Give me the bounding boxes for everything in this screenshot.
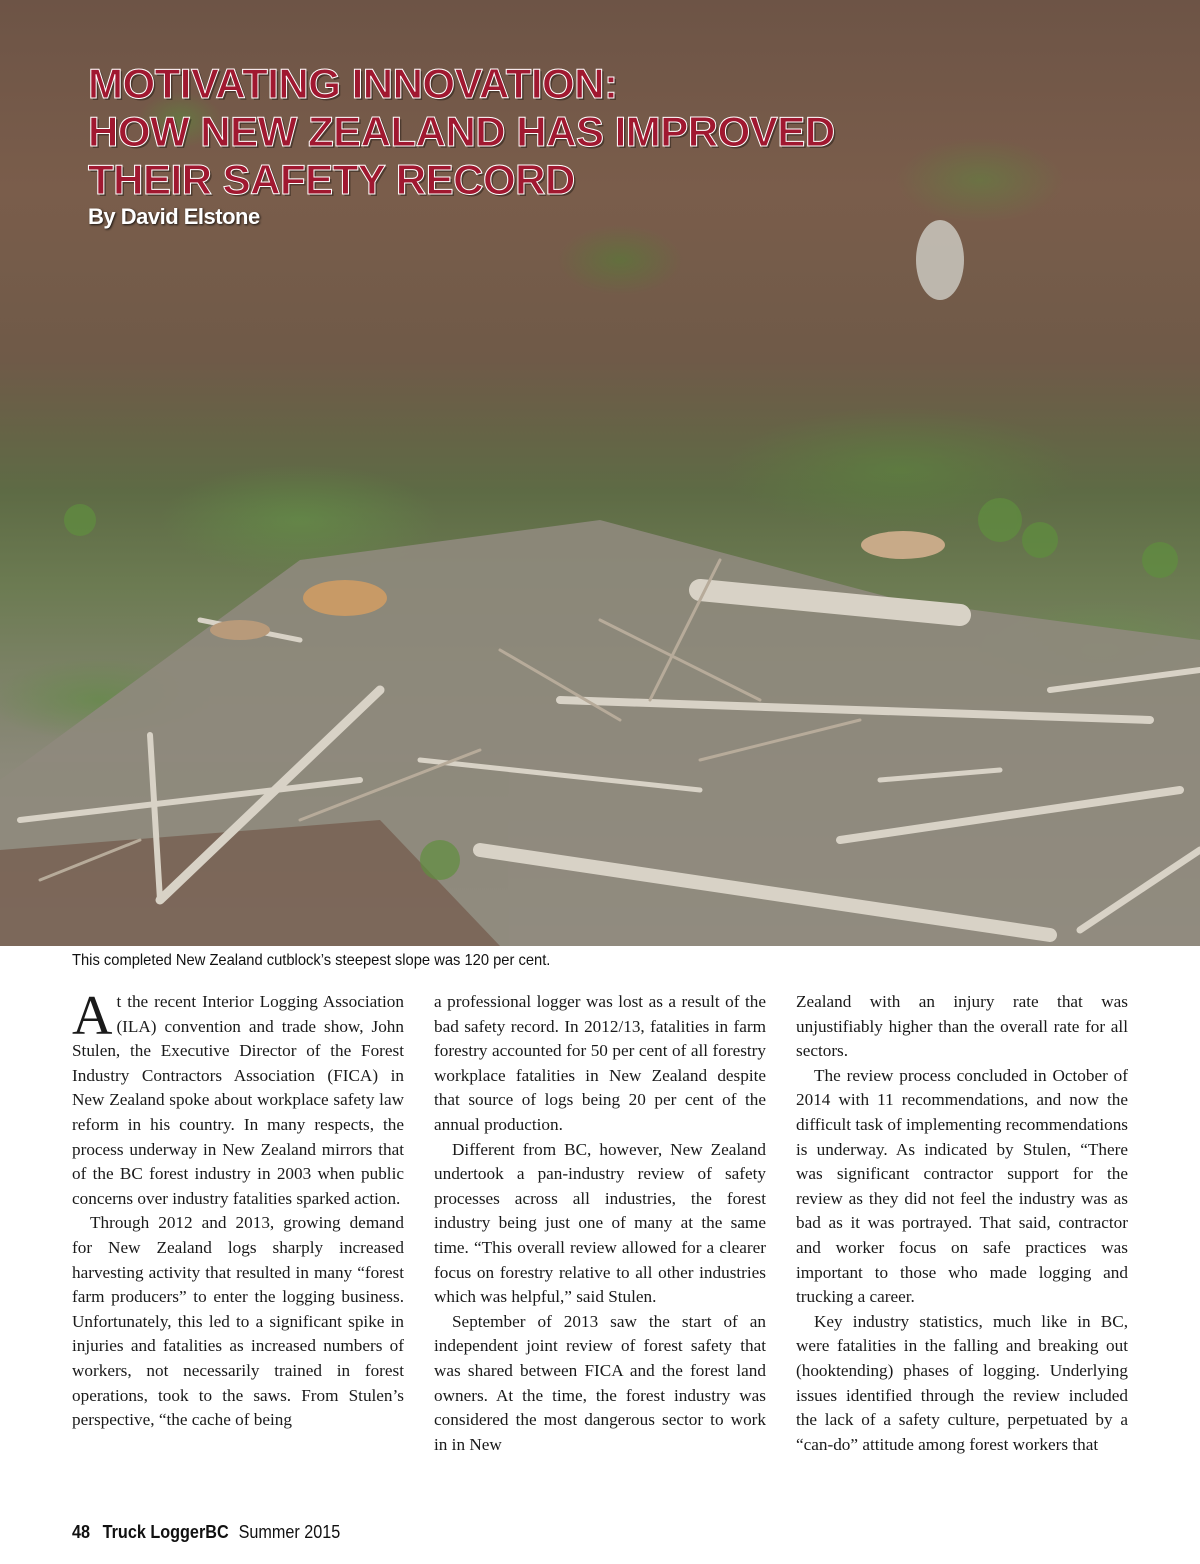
- paragraph: Key industry statistics, much like in BC, were fatalities in the falling and breaking out (hooktending) phases of logging. Underlying issues identified through the review included the lack of a safety culture, perpetuated by a “can-do” attitude among forest workers that: [796, 1311, 1128, 1454]
- page-footer: [72, 1522, 340, 1543]
- title-line-3: THEIR SAFETY RECORD: [88, 156, 575, 203]
- photo-caption: This completed New Zealand cutblock’s steepest slope was 120 per cent.: [72, 952, 551, 969]
- column-3: [796, 990, 1128, 1502]
- paragraph: Through 2012 and 2013, growing demand for New Zealand logs sharply increased harvesting activity that resulted in many “forest farm producers” to enter the logging business. Unfortunately, this led to a significant spike in injuries and fatalities as increased numbers of workers, not necessarily trained in forest operations, took to the saws. From Stulen’s perspective, “the cache of being: [72, 1213, 404, 1430]
- article-title: [88, 60, 835, 230]
- drop-cap: A: [72, 985, 113, 1047]
- byline: By David Elstone: [88, 204, 260, 229]
- title-line-1: MOTIVATING INNOVATION:: [88, 60, 618, 107]
- issue-date: Summer 2015: [238, 1522, 341, 1542]
- article-body: [72, 985, 1128, 1502]
- paragraph: Zealand with an injury rate that was unjustifiably higher than the overall rate for all sectors.: [796, 992, 1128, 1061]
- paragraph: The review process concluded in October of 2014 with 11 recommendations, and now the difficult task of implementing recommendations is underway. As indicated by Stulen, “There was significant contractor support for the review as they did not feel the industry was as bad as it was portrayed. That said, contractor and worker focus on safe practices was important to those who made logging and trucking a career.: [796, 1065, 1128, 1307]
- paragraph: [72, 985, 404, 1211]
- title-line-2: HOW NEW ZEALAND HAS IMPROVED: [88, 108, 835, 155]
- page-number: 48: [72, 1522, 91, 1542]
- magazine-name: Truck LoggerBC: [102, 1522, 229, 1542]
- paragraph: September of 2013 saw the start of an independent joint review of forest safety that was shared between FICA and the forest land owners. At the time, the forest industry was considered the most dangerous sector to work in in New: [434, 1311, 766, 1454]
- paragraph: Different from BC, however, New Zealand undertook a pan-industry review of safety processes across all industries, the forest industry being just one of many at the same time. “This overall review allowed for a clearer focus on forestry relative to all other industries which was helpful,” said Stulen.: [434, 1139, 766, 1307]
- paragraph-text: t the recent Interior Logging Association (ILA) convention and trade show, John Stulen, the Executive Director of the Forest Industry Contractors Association (FICA) in New Zealand spoke about workplace safety law reform in his country. In many respects, the process underway in New Zealand mirrors that of the BC forest industry in 2003 when public concerns over industry fatalities sparked action.: [72, 992, 404, 1208]
- paragraph: a professional logger was lost as a result of the bad safety record. In 2012/13, fatalities in farm forestry accounted for 50 per cent of all forestry workplace fatalities in New Zealand despite that source of logs being 20 per cent of the annual production.: [434, 992, 766, 1134]
- column-1: [72, 985, 404, 1502]
- column-2: [434, 990, 766, 1502]
